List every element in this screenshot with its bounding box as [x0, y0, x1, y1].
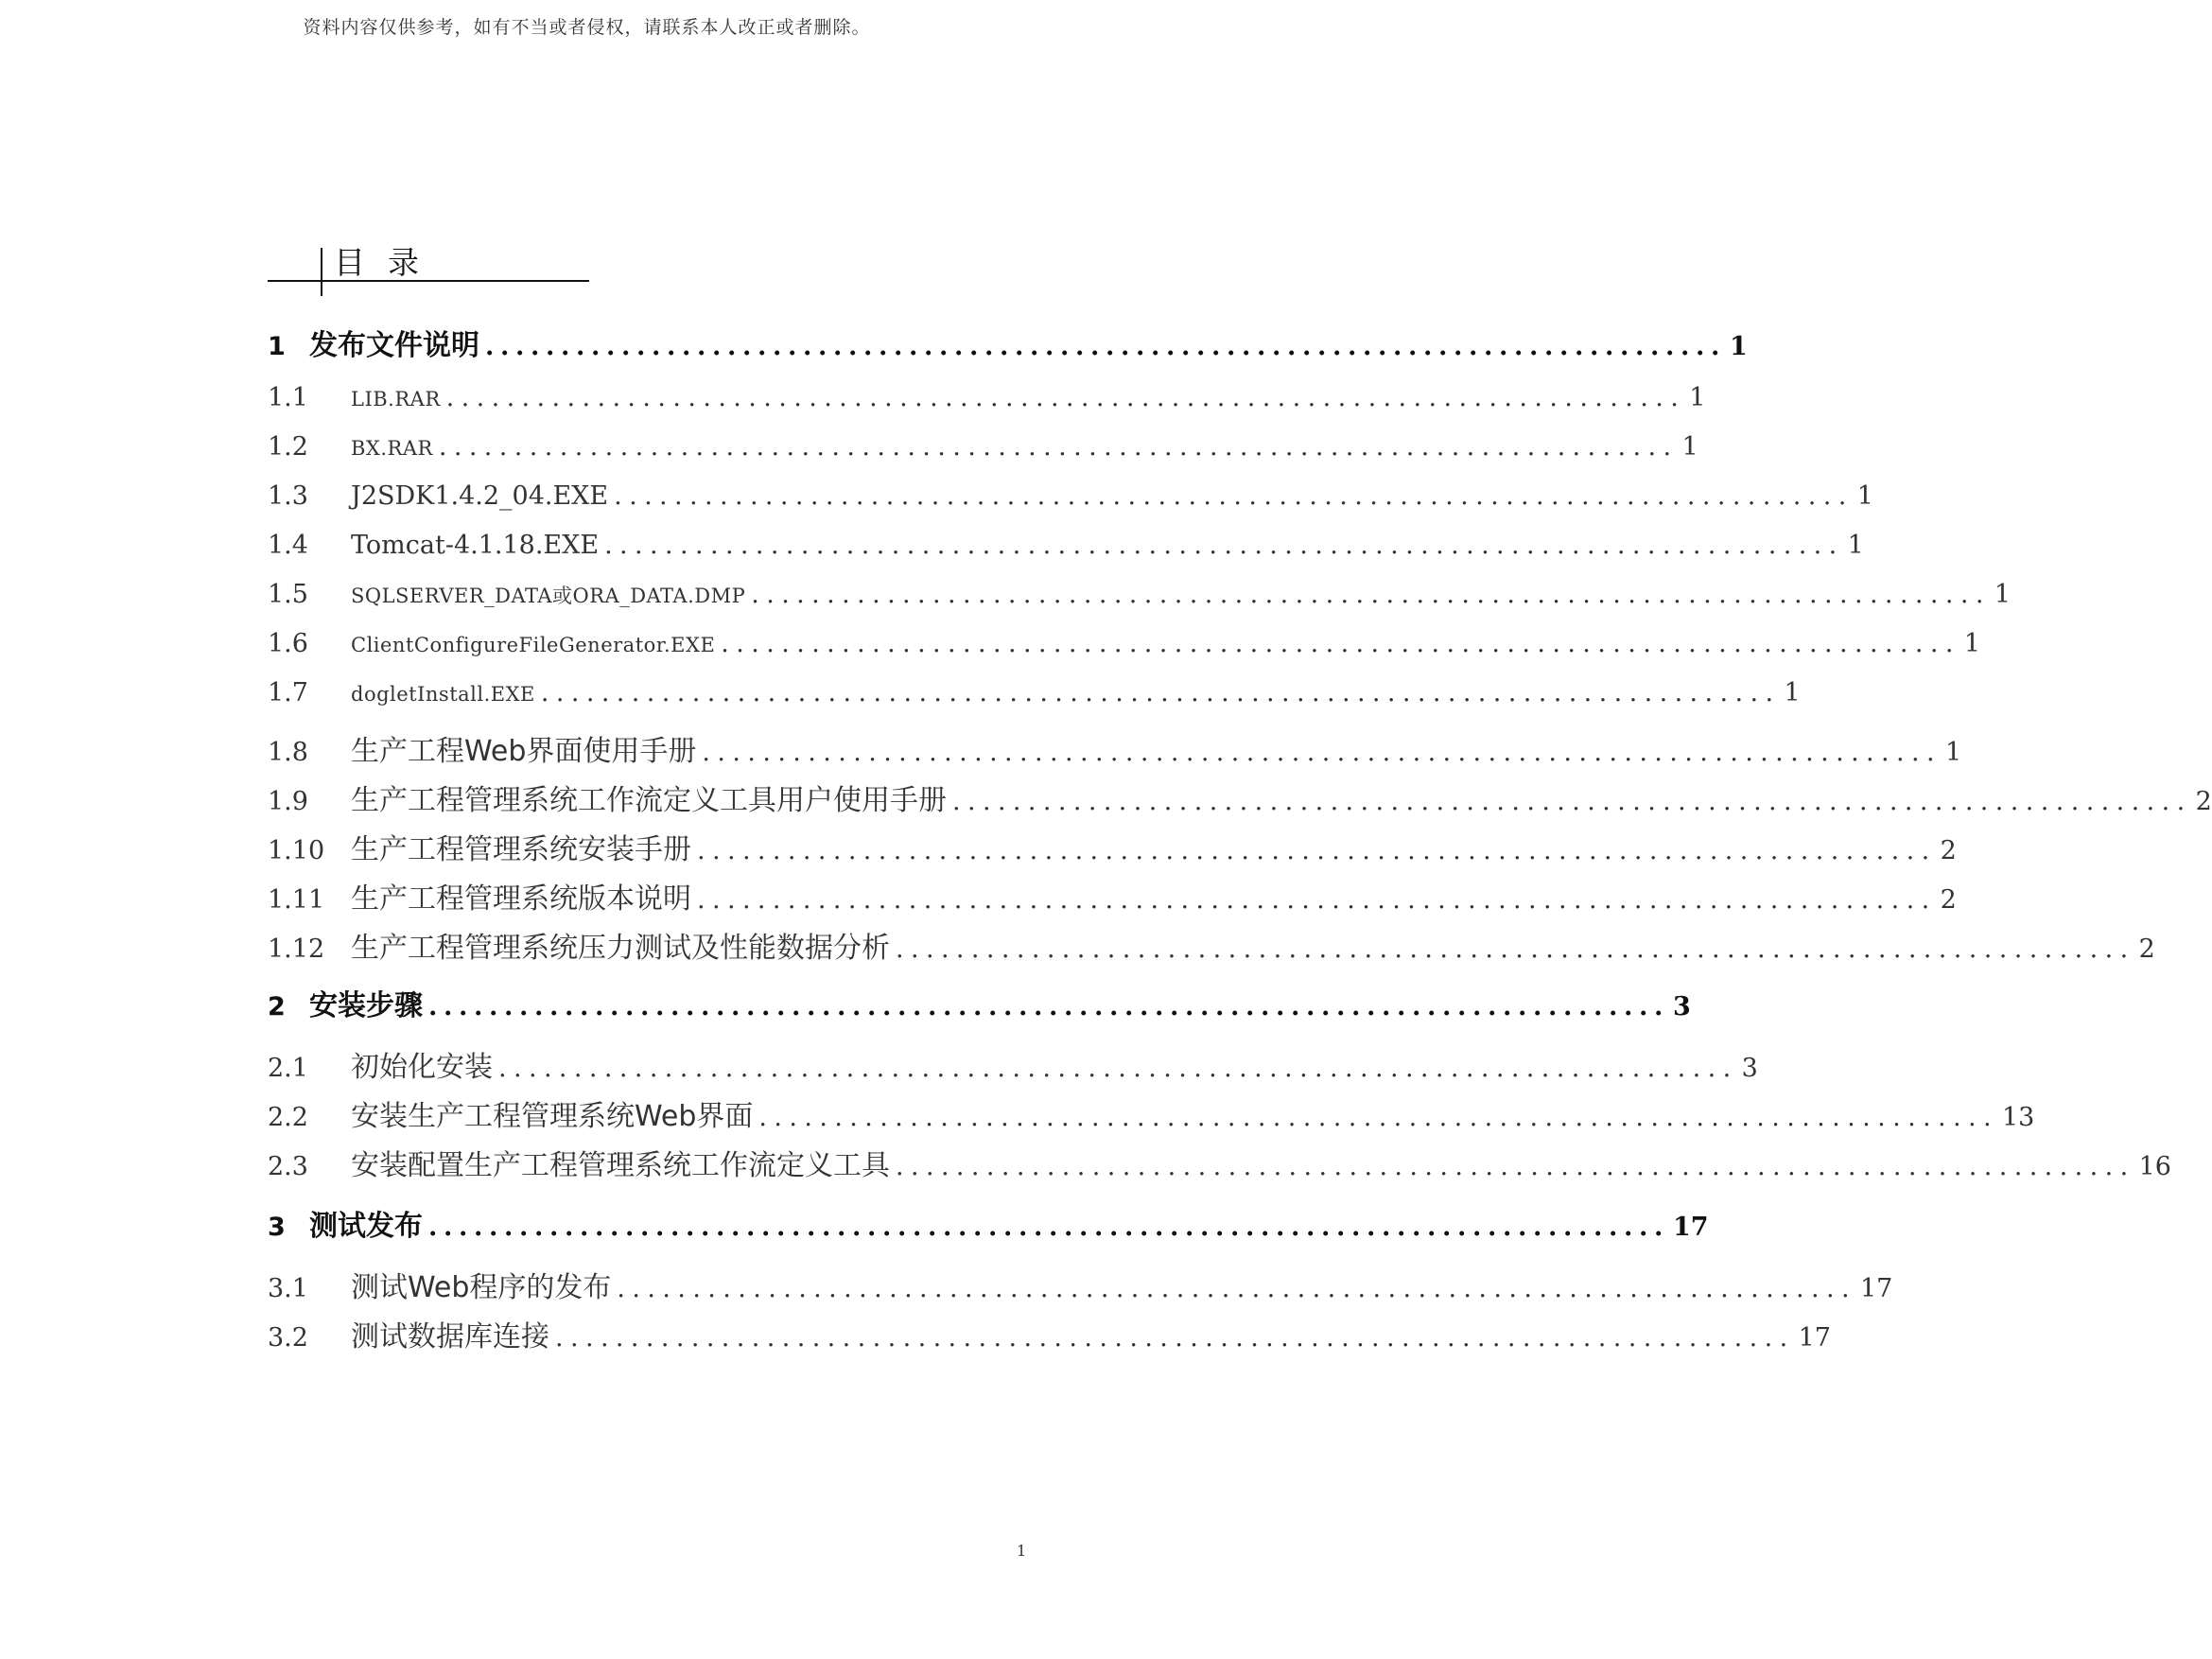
toc-entry-page: 1	[1689, 383, 1706, 412]
toc-entry-label: ClientConfigureFileGenerator.EXE	[351, 634, 716, 656]
toc-entry-label: 发布文件说明	[309, 329, 479, 362]
toc-leader-dots: ..................................................................................	[697, 836, 1937, 865]
toc-entry-page: 1	[1681, 432, 1698, 462]
toc-leader-dots: ..................................................................................	[604, 531, 1844, 560]
toc-entry-number: 2.1	[268, 1054, 308, 1083]
toc-entry-number: 2	[268, 992, 286, 1022]
toc-entry-1-7[interactable]	[268, 678, 1801, 716]
toc-entry-page: 16	[2138, 1152, 2171, 1181]
toc-entry-number: 1.7	[268, 678, 308, 707]
toc-entry-1-2[interactable]	[268, 432, 1698, 470]
toc-entry-label: 初始化安装	[351, 1051, 493, 1084]
toc-entry-label: 生产工程管理系统版本说明	[351, 882, 691, 916]
toc-entry-page: 3	[1741, 1054, 1758, 1083]
toc-entry-label: 测试发布	[309, 1210, 423, 1243]
toc-leader-dots: ..................................................................................	[428, 1213, 1669, 1242]
title-vertical-rule	[321, 248, 322, 296]
toc-entry-page: 17	[1673, 1213, 1709, 1242]
toc-entry-label: 生产工程管理系统压力测试及性能数据分析	[351, 932, 890, 965]
toc-entry-1-6[interactable]	[268, 629, 1981, 667]
toc-title-block	[268, 235, 589, 299]
toc-entry-1-11[interactable]	[268, 875, 1957, 916]
toc-entry-page: 1	[1730, 332, 1748, 361]
toc-entry-label: SQLSERVER_DATA或ORA_DATA.DMP	[351, 585, 746, 607]
toc-entry-2-3[interactable]	[268, 1142, 2171, 1182]
toc-entry-page: 1	[1847, 531, 1864, 560]
toc-entry-number: 1.1	[268, 383, 308, 412]
toc-entry-1-3[interactable]	[268, 481, 1873, 519]
toc-entry-page: 1	[1963, 629, 1981, 658]
toc-entry-page: 2	[2195, 787, 2212, 816]
toc-leader-dots: ..................................................................................	[540, 678, 1781, 707]
toc-entry-number: 1	[268, 332, 286, 361]
toc-entry-3-1[interactable]	[268, 1264, 1893, 1304]
toc-entry-label: BX.RAR	[351, 437, 433, 460]
toc-leader-dots: ..................................................................................	[485, 332, 1726, 361]
toc-entry-label: LIB.RAR	[351, 388, 441, 410]
toc-leader-dots: ..................................................................................	[751, 580, 1991, 609]
toc-entry-3[interactable]	[268, 1202, 1709, 1243]
toc-entry-number: 3	[268, 1213, 286, 1242]
toc-leader-dots: ..................................................................................	[952, 787, 2192, 816]
toc-title: 目录	[334, 244, 442, 281]
page-number: 1	[1017, 1542, 1027, 1560]
toc-entry-label: 测试Web程序的发布	[351, 1271, 612, 1304]
toc-entry-number: 1.8	[268, 738, 308, 767]
toc-entry-3-2[interactable]	[268, 1313, 1831, 1353]
toc-entry-label: 生产工程管理系统工作流定义工具用户使用手册	[351, 784, 947, 817]
toc-leader-dots: ..................................................................................	[896, 1152, 2135, 1181]
toc-entry-number: 3.2	[268, 1323, 308, 1353]
toc-entry-page: 2	[1940, 836, 1957, 865]
toc-leader-dots: ..................................................................................	[428, 992, 1669, 1022]
toc-leader-dots: ..................................................................................	[758, 1103, 1998, 1132]
toc-leader-dots: ..................................................................................	[721, 629, 1960, 658]
toc-entry-page: 3	[1673, 992, 1691, 1022]
toc-entry-page: 2	[1940, 885, 1957, 915]
toc-leader-dots: ..................................................................................	[617, 1274, 1856, 1303]
toc-entry-page: 1	[1856, 481, 1873, 511]
toc-entry-label: 安装配置生产工程管理系统工作流定义工具	[351, 1149, 890, 1182]
toc-leader-dots: ..................................................................................	[438, 432, 1679, 462]
toc-entry-number: 3.1	[268, 1274, 308, 1303]
toc-entry-1-8[interactable]	[268, 727, 1962, 768]
toc-entry-number: 2.3	[268, 1152, 308, 1181]
header-disclaimer: 资料内容仅供参考，如有不当或者侵权，请联系本人改正或者删除。	[303, 17, 871, 38]
toc-entry-number: 1.3	[268, 481, 308, 511]
toc-leader-dots: ..................................................................................	[445, 383, 1686, 412]
toc-entry-1-5[interactable]	[268, 580, 2011, 618]
toc-leader-dots: ..................................................................................	[896, 934, 2135, 964]
toc-entry-1-1[interactable]	[268, 383, 1706, 421]
toc-leader-dots: ..................................................................................	[614, 481, 1854, 511]
toc-entry-2-1[interactable]	[268, 1043, 1758, 1084]
toc-entry-1-9[interactable]	[268, 777, 2212, 817]
toc-entry-1-10[interactable]	[268, 826, 1957, 866]
toc-entry-label: 安装步骤	[309, 989, 423, 1022]
toc-entry-number: 1.2	[268, 432, 308, 462]
toc-entry-label: 安装生产工程管理系统Web界面	[351, 1100, 754, 1133]
toc-entry-1-12[interactable]	[268, 924, 2155, 965]
toc-entry-page: 1	[1784, 678, 1801, 707]
toc-entry-page: 1	[1944, 738, 1962, 767]
toc-entry-page: 17	[1859, 1274, 1893, 1303]
toc-entry-label: dogletInstall.EXE	[351, 683, 535, 706]
toc-entry-number: 1.5	[268, 580, 308, 609]
toc-entry-number: 1.6	[268, 629, 308, 658]
toc-entry-1[interactable]	[268, 322, 1748, 362]
toc-entry-number: 1.4	[268, 531, 308, 560]
toc-entry-2[interactable]	[268, 982, 1691, 1022]
toc-entry-1-4[interactable]	[268, 531, 1864, 568]
toc-entry-number: 2.2	[268, 1103, 308, 1132]
toc-entry-label: 生产工程Web界面使用手册	[351, 735, 697, 768]
toc-leader-dots: ..................................................................................	[555, 1323, 1795, 1353]
toc-entry-page: 2	[2138, 934, 2155, 964]
toc-entry-number: 1.11	[268, 885, 325, 915]
toc-entry-label: 生产工程管理系统安装手册	[351, 833, 691, 866]
toc-leader-dots: ..................................................................................	[702, 738, 1942, 767]
toc-leader-dots: ..................................................................................	[697, 885, 1937, 915]
toc-entry-number: 1.10	[268, 836, 325, 865]
toc-entry-number: 1.12	[268, 934, 325, 964]
toc-entry-page: 17	[1798, 1323, 1831, 1353]
toc-leader-dots: ..................................................................................	[498, 1054, 1738, 1083]
toc-entry-page: 1	[1994, 580, 2011, 609]
toc-entry-page: 13	[2001, 1103, 2035, 1132]
toc-entry-label: 测试数据库连接	[351, 1320, 549, 1353]
toc-entry-number: 1.9	[268, 787, 308, 816]
toc-entry-label: Tomcat-4.1.18.EXE	[351, 531, 600, 560]
toc-entry-2-2[interactable]	[268, 1092, 2035, 1133]
toc-entry-label: J2SDK1.4.2_04.EXE	[351, 481, 609, 511]
